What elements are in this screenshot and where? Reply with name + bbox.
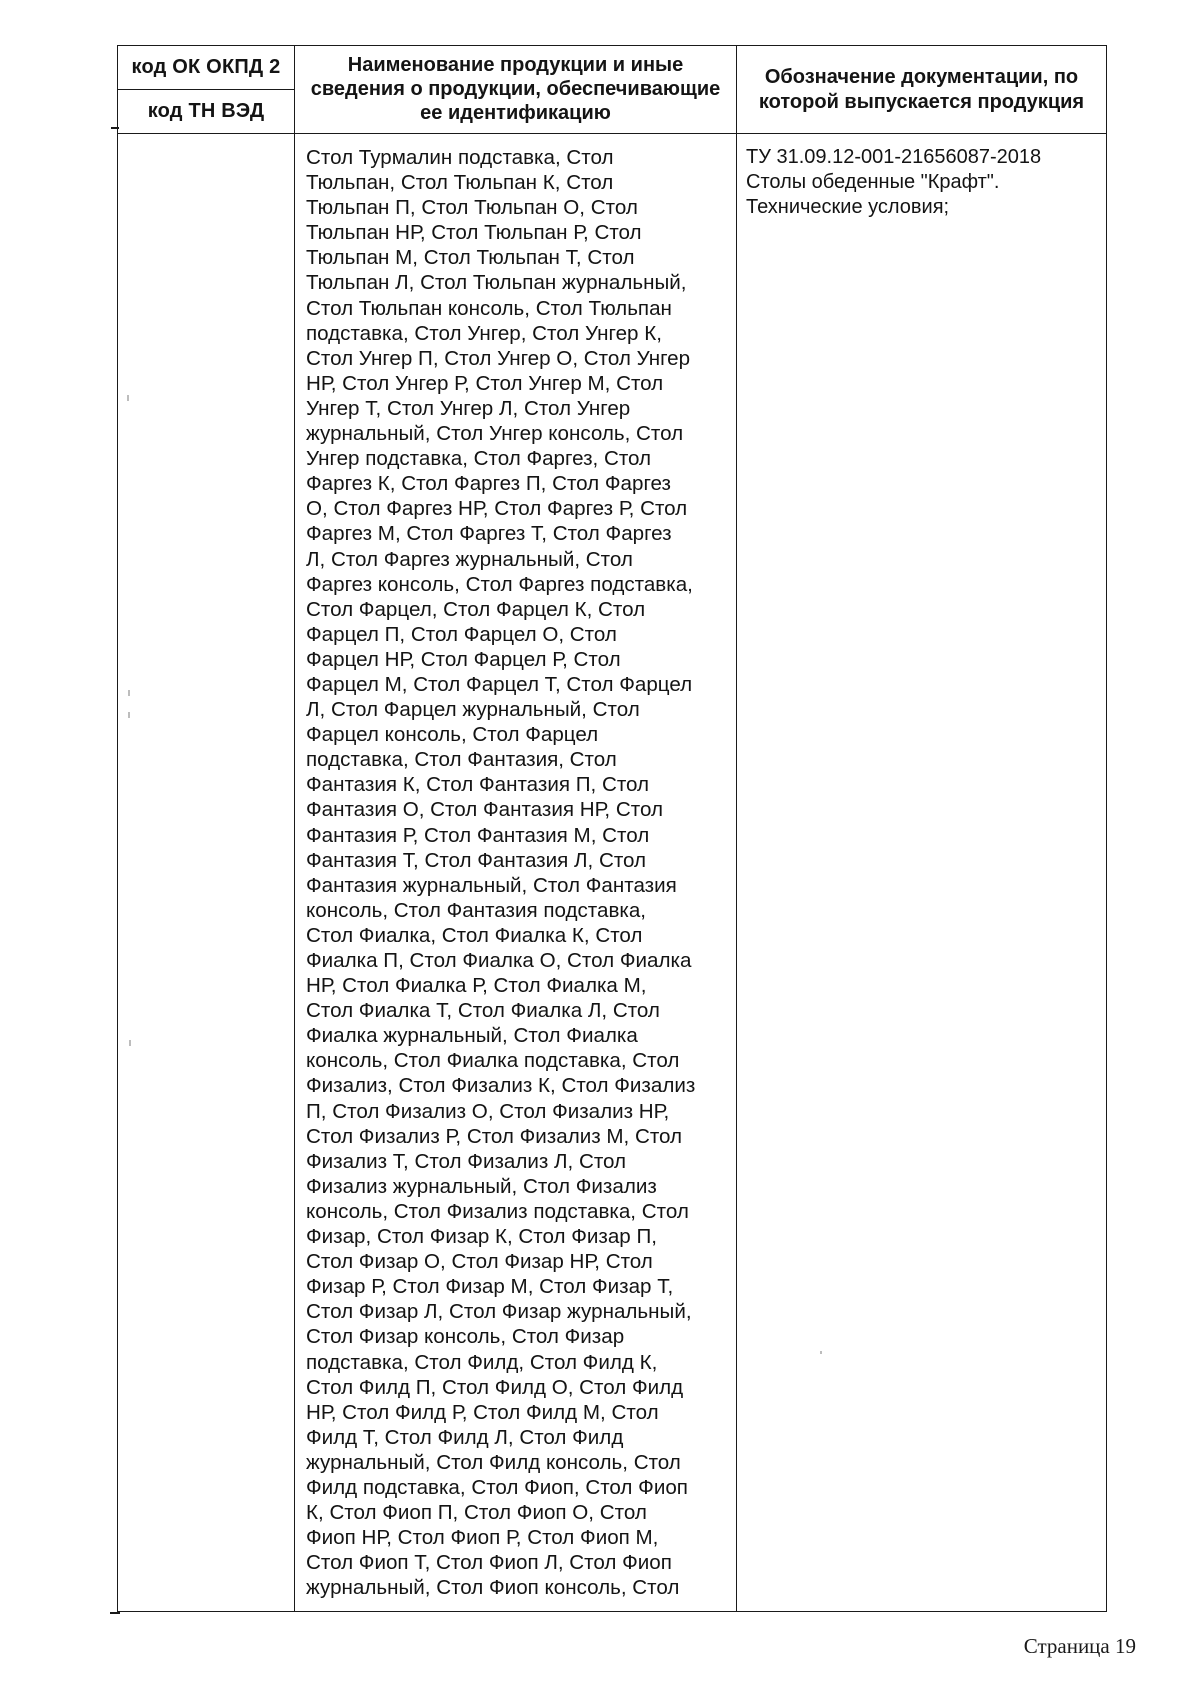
product-line: Стол Фиоп Т, Стол Фиоп Л, Стол Фиоп: [306, 1551, 672, 1575]
product-line: журнальный, Стол Унгер консоль, Стол: [306, 422, 684, 446]
scan-artifact: [129, 1040, 131, 1046]
product-line: Л, Стол Фаргез журнальный, Стол: [306, 547, 633, 571]
product-line: Филд Т, Стол Филд Л, Стол Филд: [306, 1425, 624, 1449]
product-line: Физар, Стол Физар К, Стол Физар П,: [306, 1225, 657, 1249]
product-line: Тюльпан М, Стол Тюльпан Т, Стол: [306, 246, 635, 270]
product-line: Стол Тюльпан консоль, Стол Тюльпан: [306, 296, 672, 320]
product-line: Тюльпан, Стол Тюльпан К, Стол: [306, 171, 614, 195]
code-cell: [118, 134, 295, 1612]
product-line: К, Стол Фиоп П, Стол Фиоп О, Стол: [306, 1501, 647, 1525]
product-line: подставка, Стол Унгер, Стол Унгер К,: [306, 321, 662, 345]
product-line: Стол Филд П, Стол Филд О, Стол Филд: [306, 1375, 684, 1399]
product-line: Стол Фиалка, Стол Фиалка К, Стол: [306, 923, 643, 947]
documentation-line: Столы обеденные "Крафт".: [746, 171, 1000, 194]
product-line: Стол Физар консоль, Стол Физар: [306, 1325, 625, 1349]
product-line: консоль, Стол Физализ подставка, Стол: [306, 1199, 689, 1223]
product-line: Фиалка журнальный, Стол Фиалка: [306, 1024, 638, 1048]
product-line: Стол Турмалин подставка, Стол: [306, 146, 614, 169]
product-line: О, Стол Фаргез НР, Стол Фаргез Р, Стол: [306, 497, 688, 521]
product-line: Фарцел М, Стол Фарцел Т, Стол Фарцел: [306, 672, 693, 696]
product-line: НР, Стол Филд Р, Стол Филд М, Стол: [306, 1400, 659, 1424]
header-documentation: Обозначение документации, по которой выпускается продукция: [737, 46, 1107, 134]
product-line: Унгер подставка, Стол Фаргез, Стол: [306, 447, 652, 471]
product-line: НР, Стол Унгер Р, Стол Унгер М, Стол: [306, 371, 664, 395]
product-line: Стол Унгер П, Стол Унгер О, Стол Унгер: [306, 346, 691, 370]
product-line: Тюльпан Л, Стол Тюльпан журнальный,: [306, 271, 687, 295]
product-line: Стол Физар О, Стол Физар НР, Стол: [306, 1250, 653, 1274]
table-row: [118, 134, 1107, 1612]
scan-artifact: [128, 690, 130, 696]
product-line: Фаргез М, Стол Фаргез Т, Стол Фаргез: [306, 522, 672, 546]
header-product-name: Наименование продукции и иные сведения о продукции, обеспечивающие ее идентификацию: [295, 46, 737, 134]
product-line: Фарцел консоль, Стол Фарцел: [306, 723, 599, 747]
product-line: журнальный, Стол Фиоп консоль, Стол: [306, 1576, 680, 1600]
product-line: Фиоп НР, Стол Фиоп Р, Стол Фиоп М,: [306, 1526, 659, 1550]
product-line: Физализ журнальный, Стол Физализ: [306, 1174, 657, 1198]
product-line: Фарцел НР, Стол Фарцел Р, Стол: [306, 647, 621, 671]
product-line: Фантазия О, Стол Фантазия НР, Стол: [306, 798, 663, 822]
product-line: Стол Физар Л, Стол Физар журнальный,: [306, 1300, 692, 1324]
product-line: П, Стол Физализ О, Стол Физализ НР,: [306, 1099, 670, 1123]
product-line: Филд подставка, Стол Фиоп, Стол Фиоп: [306, 1475, 688, 1499]
header-row-1: [118, 46, 1107, 90]
product-line: консоль, Стол Фантазия подставка,: [306, 898, 647, 922]
table-edge-mark: [110, 1612, 120, 1614]
header-code-okpd: код ОК ОКПД 2: [118, 46, 295, 90]
product-line: Фантазия журнальный, Стол Фантазия: [306, 873, 677, 897]
product-line: Стол Физализ Р, Стол Физализ М, Стол: [306, 1124, 683, 1148]
scan-artifact: [127, 395, 129, 401]
product-line: Фантазия Р, Стол Фантазия М, Стол: [306, 823, 650, 847]
product-line: подставка, Стол Фантазия, Стол: [306, 748, 617, 772]
product-line: Фиалка П, Стол Фиалка О, Стол Фиалка: [306, 949, 692, 972]
product-line: Тюльпан П, Стол Тюльпан О, Стол: [306, 196, 638, 220]
table-edge-mark: [111, 127, 119, 129]
product-line: Физализ, Стол Физализ К, Стол Физализ: [306, 1074, 696, 1098]
product-line: Фантазия К, Стол Фантазия П, Стол: [306, 773, 650, 797]
product-description-cell: [295, 134, 737, 1612]
product-line: НР, Стол Фиалка Р, Стол Фиалка М,: [306, 974, 647, 998]
product-line: Физализ Т, Стол Физализ Л, Стол: [306, 1149, 627, 1173]
documentation-cell: [737, 134, 1107, 1612]
product-line: Унгер Т, Стол Унгер Л, Стол Унгер: [306, 396, 631, 420]
product-line: подставка, Стол Филд, Стол Филд К,: [306, 1350, 658, 1374]
documentation-line: Технические условия;: [746, 196, 950, 219]
documentation-line: ТУ 31.09.12-001-21656087-2018: [746, 146, 1042, 168]
product-line: Стол Фиалка Т, Стол Фиалка Л, Стол: [306, 999, 660, 1023]
scan-artifact: [128, 712, 130, 718]
header-code-tn-ved: код ТН ВЭД: [118, 90, 295, 134]
product-line: Фантазия Т, Стол Фантазия Л, Стол: [306, 848, 647, 872]
product-line: Л, Стол Фарцел журнальный, Стол: [306, 698, 640, 722]
scan-artifact: [820, 1351, 822, 1354]
product-line: консоль, Стол Фиалка подставка, Стол: [306, 1049, 680, 1073]
product-table: [117, 45, 1107, 1612]
product-line: журнальный, Стол Филд консоль, Стол: [306, 1450, 681, 1474]
product-line: Стол Фарцел, Стол Фарцел К, Стол: [306, 597, 646, 621]
product-line: Фаргез консоль, Стол Фаргез подставка,: [306, 572, 693, 596]
page-number: Страница 19: [1023, 1634, 1136, 1658]
product-line: Фаргез К, Стол Фаргез П, Стол Фаргез: [306, 472, 671, 496]
product-line: Фарцел П, Стол Фарцел О, Стол: [306, 622, 617, 646]
product-line: Физар Р, Стол Физар М, Стол Физар Т,: [306, 1275, 674, 1299]
product-line: Тюльпан НР, Стол Тюльпан Р, Стол: [306, 221, 642, 245]
